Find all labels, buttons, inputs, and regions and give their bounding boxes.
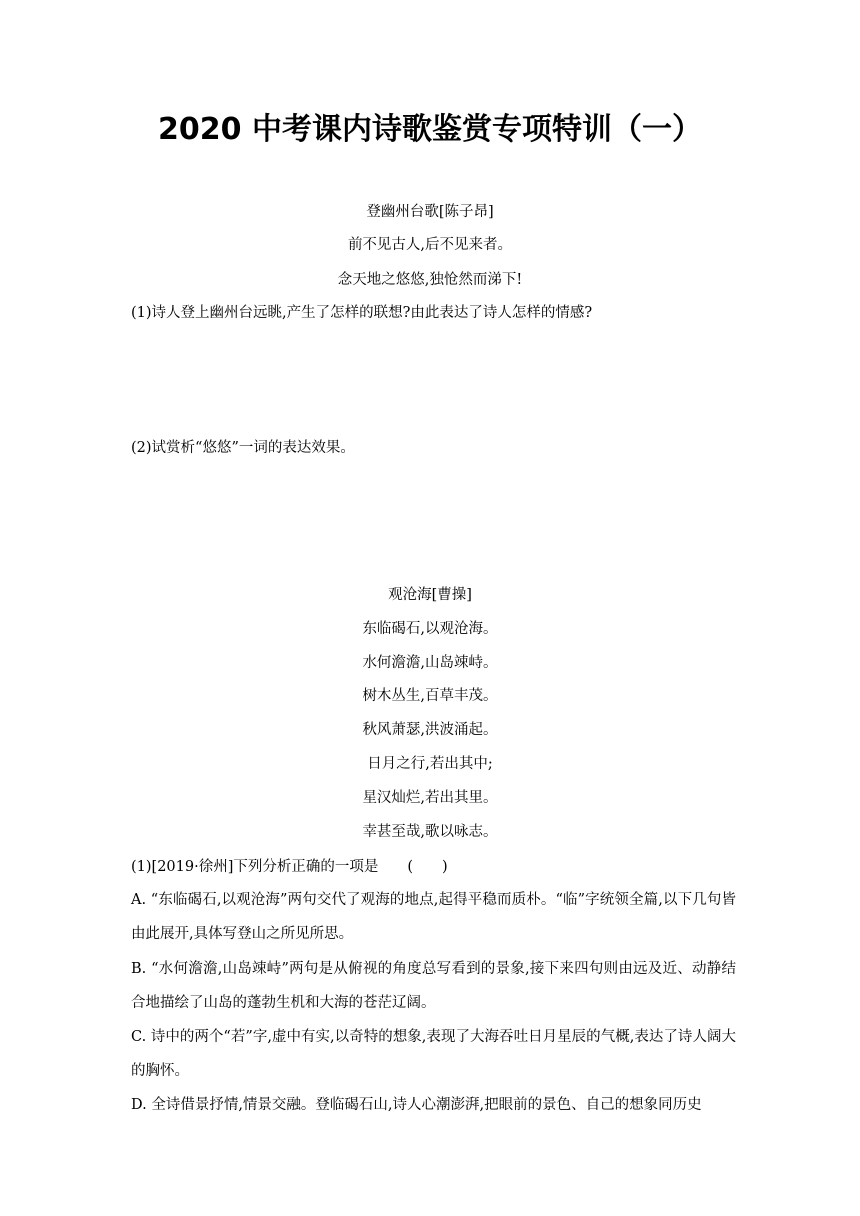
poem2-line: 日月之行,若出其中; [367, 756, 493, 772]
option-d: D. 全诗借景抒情,情景交融。登临碣石山,诗人心潮澎湃,把眼前的景色、自己的想象同历史 [131, 1097, 702, 1113]
option-b: B. “水何澹澹,山岛竦峙”两句是从俯视的角度总写看到的景象,接下来四句则由远及近、动静结合地描绘了山岛的蓬勃生机和大海的苍茫辽阔。 [131, 961, 736, 1011]
poem1-line: 前不见古人,后不见来者。 [347, 237, 513, 253]
poem1-line: 念天地之悠悠,独怆然而涕下! [337, 272, 523, 288]
question-2-stem: (1)[2019·徐州]下列分析正确的一项是 ( ) [131, 859, 448, 875]
page-title: 2020 中考课内诗歌鉴赏专项特训（一） [158, 112, 702, 147]
poem2-line: 东临碣石,以观沧海。 [362, 621, 498, 637]
poem2-line: 树木丛生,百草丰茂。 [362, 688, 498, 704]
poem2-heading: 观沧海[曹操] [388, 587, 472, 603]
poem2-line: 水何澹澹,山岛竦峙。 [362, 655, 498, 671]
poem2-line: 幸甚至哉,歌以咏志。 [362, 824, 498, 840]
poem2-line: 星汉灿烂,若出其里。 [362, 790, 498, 806]
option-c: C. 诗中的两个“若”字,虚中有实,以奇特的想象,表现了大海吞吐日月星辰的气概,表达了诗人阔大的胸怀。 [131, 1029, 736, 1079]
option-a: A. “东临碣石,以观沧海”两句交代了观海的地点,起得平稳而质朴。“临”字统领全篇,以下几句皆由此展开,具体写登山之所见所思。 [131, 892, 736, 942]
poem1-heading: 登幽州台歌[陈子昂] [366, 204, 494, 220]
question-1-2: (2)试赏析“悠悠”一词的表达效果。 [131, 440, 355, 456]
poem2-line: 秋风萧瑟,洪波涌起。 [362, 722, 498, 738]
question-1-1: (1)诗人登上幽州台远眺,产生了怎样的联想?由此表达了诗人怎样的情感? [131, 305, 593, 321]
